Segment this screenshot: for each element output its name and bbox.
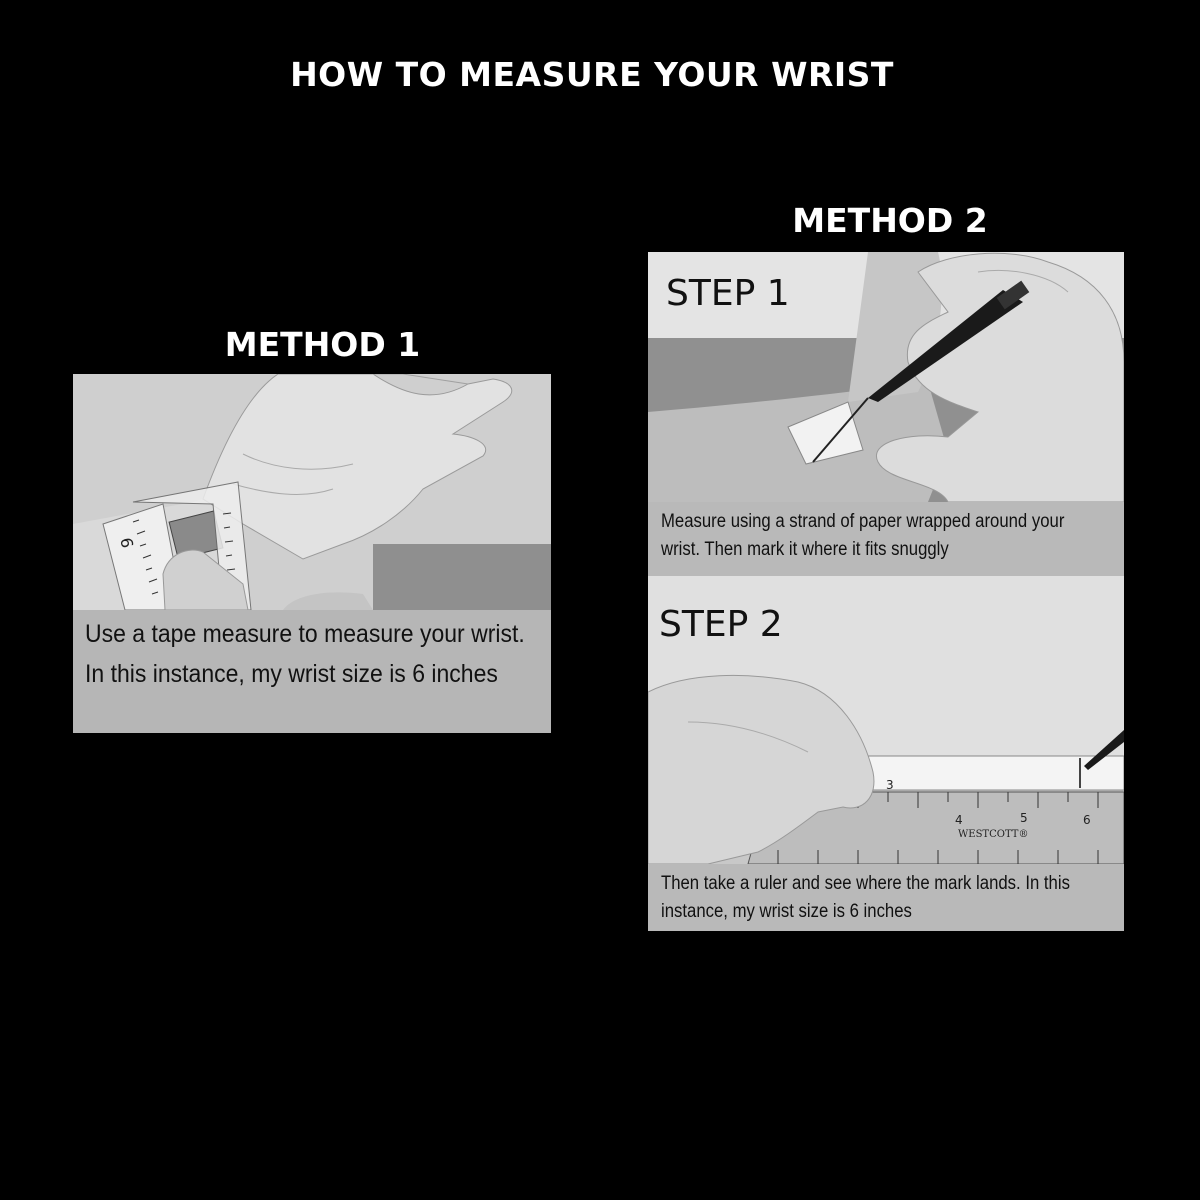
method-1-panel [73,374,551,733]
step-1-caption-box [648,502,1124,576]
svg-text:4: 4 [955,813,963,827]
step-2-label: STEP 2 [659,604,783,645]
svg-text:3: 3 [886,778,894,792]
method-1-heading: METHOD 1 [224,325,421,364]
method-2-photos [648,252,1124,931]
page-title: HOW TO MEASURE YOUR WRIST [290,55,894,94]
method-1-caption: Use a tape measure to measure your wrist. In this instance, my wrist size is 6 inches [85,620,525,688]
step-2-caption-box [648,864,1124,931]
method-2-panel [648,252,1124,931]
step-1-label: STEP 1 [666,273,790,314]
svg-text:5: 5 [1020,811,1028,825]
svg-text:6: 6 [1083,813,1091,827]
method-2-heading: METHOD 2 [792,201,988,240]
step-1-caption: Measure using a strand of paper wrapped around your wrist. Then mark it where it fits snuggly [661,511,1065,560]
method-1-caption-box [73,610,551,733]
ruler-brand: WESTCOTT® [958,829,1029,840]
svg-text:6: 6 [116,536,137,550]
step-2-caption: Then take a ruler and see where the mark lands. In this instance, my wrist size is 6 inches [661,873,1070,922]
